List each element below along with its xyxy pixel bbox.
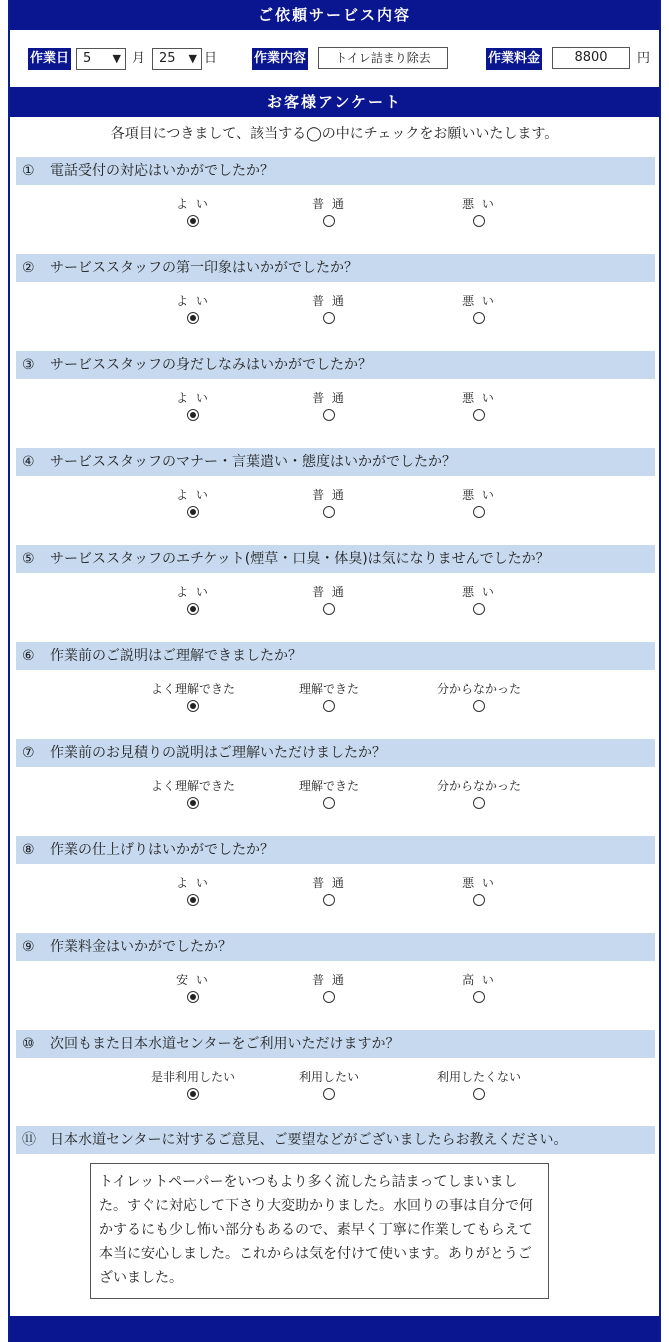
answer-option[interactable] <box>133 197 253 230</box>
answer-option[interactable] <box>133 779 253 812</box>
answer-option[interactable] <box>269 294 389 327</box>
question-heading <box>16 933 655 961</box>
answer-option[interactable] <box>269 682 389 715</box>
question-text: サービススタッフのマナー・言葉遣い・態度はいかがでしたか？ <box>50 454 456 470</box>
answer-option-label: 高 い <box>462 973 496 987</box>
radio-button[interactable] <box>187 991 199 1003</box>
answer-option-label: 分からなかった <box>436 682 521 696</box>
month-unit: 月 <box>132 51 146 66</box>
answer-option-label: 普 通 <box>312 585 346 599</box>
question-number: ① <box>22 163 35 179</box>
answer-option-label: よ い <box>176 876 210 890</box>
service-details-row <box>10 30 659 87</box>
answer-option-label: よ い <box>176 488 210 502</box>
radio-button[interactable] <box>187 894 199 906</box>
answer-option[interactable] <box>419 682 539 715</box>
answer-option[interactable] <box>269 488 389 521</box>
radio-button[interactable] <box>323 797 335 809</box>
question-heading <box>16 157 655 185</box>
question-text: 作業前のご説明はご理解できましたか？ <box>50 648 302 664</box>
radio-button[interactable] <box>323 700 335 712</box>
work-content-field[interactable]: トイレ詰まり除去 <box>318 47 448 69</box>
answer-option[interactable] <box>133 585 253 618</box>
answer-option-label: よ い <box>176 585 210 599</box>
chevron-down-icon: ▼ <box>188 52 197 65</box>
question-3 <box>16 351 655 441</box>
answer-option[interactable] <box>419 488 539 521</box>
answer-option-label: 普 通 <box>312 488 346 502</box>
question-heading <box>16 1126 655 1154</box>
work-fee-field[interactable]: 8800 <box>552 47 630 69</box>
answer-option[interactable] <box>133 682 253 715</box>
question-text: サービススタッフの第一印象はいかがでしたか？ <box>50 260 358 276</box>
radio-button[interactable] <box>473 894 485 906</box>
answer-option-label: 安 い <box>176 973 210 987</box>
question-1 <box>16 157 655 247</box>
question-10 <box>16 1030 655 1120</box>
answer-option-label: 普 通 <box>312 973 346 987</box>
answer-option[interactable] <box>269 876 389 909</box>
question-number: ⑦ <box>22 745 35 761</box>
radio-button[interactable] <box>323 312 335 324</box>
answer-option[interactable] <box>269 779 389 812</box>
answer-option[interactable] <box>419 876 539 909</box>
answer-option-label: 利用したくない <box>436 1070 521 1084</box>
radio-button[interactable] <box>473 700 485 712</box>
answer-option-label: よく理解できた <box>150 779 235 793</box>
work-date-label: 作業日 <box>28 48 71 70</box>
question-number: ⑨ <box>22 939 35 955</box>
radio-button[interactable] <box>187 1088 199 1100</box>
question-text: 次回もまた日本水道センターをご利用いただけますか？ <box>50 1036 400 1052</box>
answer-option-label: 利用したい <box>298 1070 359 1084</box>
survey-section-header: お客様アンケート <box>10 87 659 117</box>
question-4 <box>16 448 655 538</box>
radio-button[interactable] <box>473 1088 485 1100</box>
question-heading <box>16 1030 655 1058</box>
question-9 <box>16 933 655 1023</box>
radio-button[interactable] <box>473 991 485 1003</box>
answer-option[interactable] <box>269 391 389 424</box>
answer-option[interactable] <box>419 1070 539 1103</box>
question-heading <box>16 642 655 670</box>
question-heading <box>16 836 655 864</box>
answer-option[interactable] <box>133 1070 253 1103</box>
month-select[interactable] <box>76 48 126 70</box>
radio-button[interactable] <box>473 506 485 518</box>
month-value: 5 <box>83 51 92 66</box>
radio-button[interactable] <box>323 603 335 615</box>
radio-button[interactable] <box>323 215 335 227</box>
day-select[interactable] <box>152 48 202 70</box>
answer-option-label: 悪 い <box>462 294 496 308</box>
answer-option-label: 悪 い <box>462 585 496 599</box>
answer-option-label: 悪 い <box>462 391 496 405</box>
answer-option-label: 悪 い <box>462 876 496 890</box>
radio-button[interactable] <box>323 506 335 518</box>
answer-option[interactable] <box>419 779 539 812</box>
question-7 <box>16 739 655 829</box>
work-fee-label: 作業料金 <box>486 48 542 70</box>
answer-option[interactable] <box>419 973 539 1006</box>
answer-option[interactable] <box>269 197 389 230</box>
survey-instructions: 各項目につきまして、該当する◯の中にチェックをお願いいたします。 <box>110 126 559 142</box>
answer-option-label: 普 通 <box>312 391 346 405</box>
question-heading <box>16 254 655 282</box>
answer-option[interactable] <box>419 391 539 424</box>
answer-option-label: 是非利用したい <box>150 1070 235 1084</box>
question-number: ④ <box>22 454 35 470</box>
radio-button[interactable] <box>187 506 199 518</box>
question-number: ⑩ <box>22 1036 35 1052</box>
question-2 <box>16 254 655 344</box>
question-5 <box>16 545 655 635</box>
question-text: サービススタッフの身だしなみはいかがでしたか？ <box>50 357 372 373</box>
day-value: 25 <box>159 51 176 66</box>
answer-option-label: 普 通 <box>312 197 346 211</box>
question-text: 電話受付の対応はいかがでしたか？ <box>50 163 274 179</box>
radio-button[interactable] <box>473 603 485 615</box>
answer-option-label: よ い <box>176 294 210 308</box>
answer-option[interactable] <box>269 1070 389 1103</box>
day-unit: 日 <box>204 51 218 66</box>
radio-button[interactable] <box>473 215 485 227</box>
question-heading <box>16 545 655 573</box>
radio-button[interactable] <box>187 700 199 712</box>
radio-button[interactable] <box>323 991 335 1003</box>
question-8 <box>16 836 655 926</box>
radio-button[interactable] <box>323 894 335 906</box>
fee-unit: 円 <box>637 51 651 66</box>
question-text: 作業の仕上げりはいかがでしたか？ <box>50 842 274 858</box>
answer-option-label: 悪 い <box>462 488 496 502</box>
question-number: ⑥ <box>22 648 35 664</box>
question-heading <box>16 351 655 379</box>
answer-option-label: 分からなかった <box>436 779 521 793</box>
survey-frame <box>8 0 661 1342</box>
comment-textarea[interactable]: トイレットペーパーをいつもより多く流したら詰まってしまいました。すぐに対応して下さり大変助かりました。水回りの事は自分で何かするにも少し怖い部分もあるので、素早く丁寧に作業してもらえて本当に安心しました。これからは気を付けて使います。ありがとうございました。 <box>90 1163 549 1299</box>
answer-option-label: よく理解できた <box>150 682 235 696</box>
question-text: 日本水道センターに対するご意見、ご要望などがございましたらお教えください。 <box>50 1132 568 1148</box>
answer-option[interactable] <box>269 973 389 1006</box>
radio-button[interactable] <box>323 409 335 421</box>
question-number: ② <box>22 260 35 276</box>
answer-option-label: 普 通 <box>312 294 346 308</box>
answer-option[interactable] <box>419 294 539 327</box>
question-heading <box>16 739 655 767</box>
question-6 <box>16 642 655 732</box>
answer-option[interactable] <box>133 876 253 909</box>
radio-button[interactable] <box>473 409 485 421</box>
question-number: ⑤ <box>22 551 35 567</box>
radio-button[interactable] <box>473 312 485 324</box>
answer-option-label: 理解できた <box>298 682 359 696</box>
footer-bar <box>10 1316 659 1342</box>
question-text: サービススタッフのエチケット(煙草・口臭・体臭)は気になりませんでしたか？ <box>50 551 550 567</box>
radio-button[interactable] <box>323 1088 335 1100</box>
radio-button[interactable] <box>473 797 485 809</box>
question-text: 作業料金はいかがでしたか？ <box>50 939 232 955</box>
answer-option[interactable] <box>133 973 253 1006</box>
radio-button[interactable] <box>187 215 199 227</box>
answer-option[interactable] <box>269 585 389 618</box>
question-number: ⑧ <box>22 842 35 858</box>
chevron-down-icon: ▼ <box>112 52 121 65</box>
question-heading <box>16 448 655 476</box>
answer-option-label: 理解できた <box>298 779 359 793</box>
radio-button[interactable] <box>187 797 199 809</box>
answer-option-label: よ い <box>176 391 210 405</box>
question-11 <box>16 1126 655 1154</box>
answer-option-label: よ い <box>176 197 210 211</box>
work-content-label: 作業内容 <box>252 48 308 70</box>
answer-option[interactable] <box>419 585 539 618</box>
question-number: ③ <box>22 357 35 373</box>
service-section-header: ご依頼サービス内容 <box>10 0 659 30</box>
answer-option[interactable] <box>133 294 253 327</box>
answer-option[interactable] <box>419 197 539 230</box>
answer-option-label: 悪 い <box>462 197 496 211</box>
radio-button[interactable] <box>187 312 199 324</box>
question-text: 作業前のお見積りの説明はご理解いただけましたか？ <box>50 745 386 761</box>
radio-button[interactable] <box>187 409 199 421</box>
question-number: ⑪ <box>22 1132 36 1148</box>
radio-button[interactable] <box>187 603 199 615</box>
answer-option[interactable] <box>133 488 253 521</box>
answer-option[interactable] <box>133 391 253 424</box>
answer-option-label: 普 通 <box>312 876 346 890</box>
